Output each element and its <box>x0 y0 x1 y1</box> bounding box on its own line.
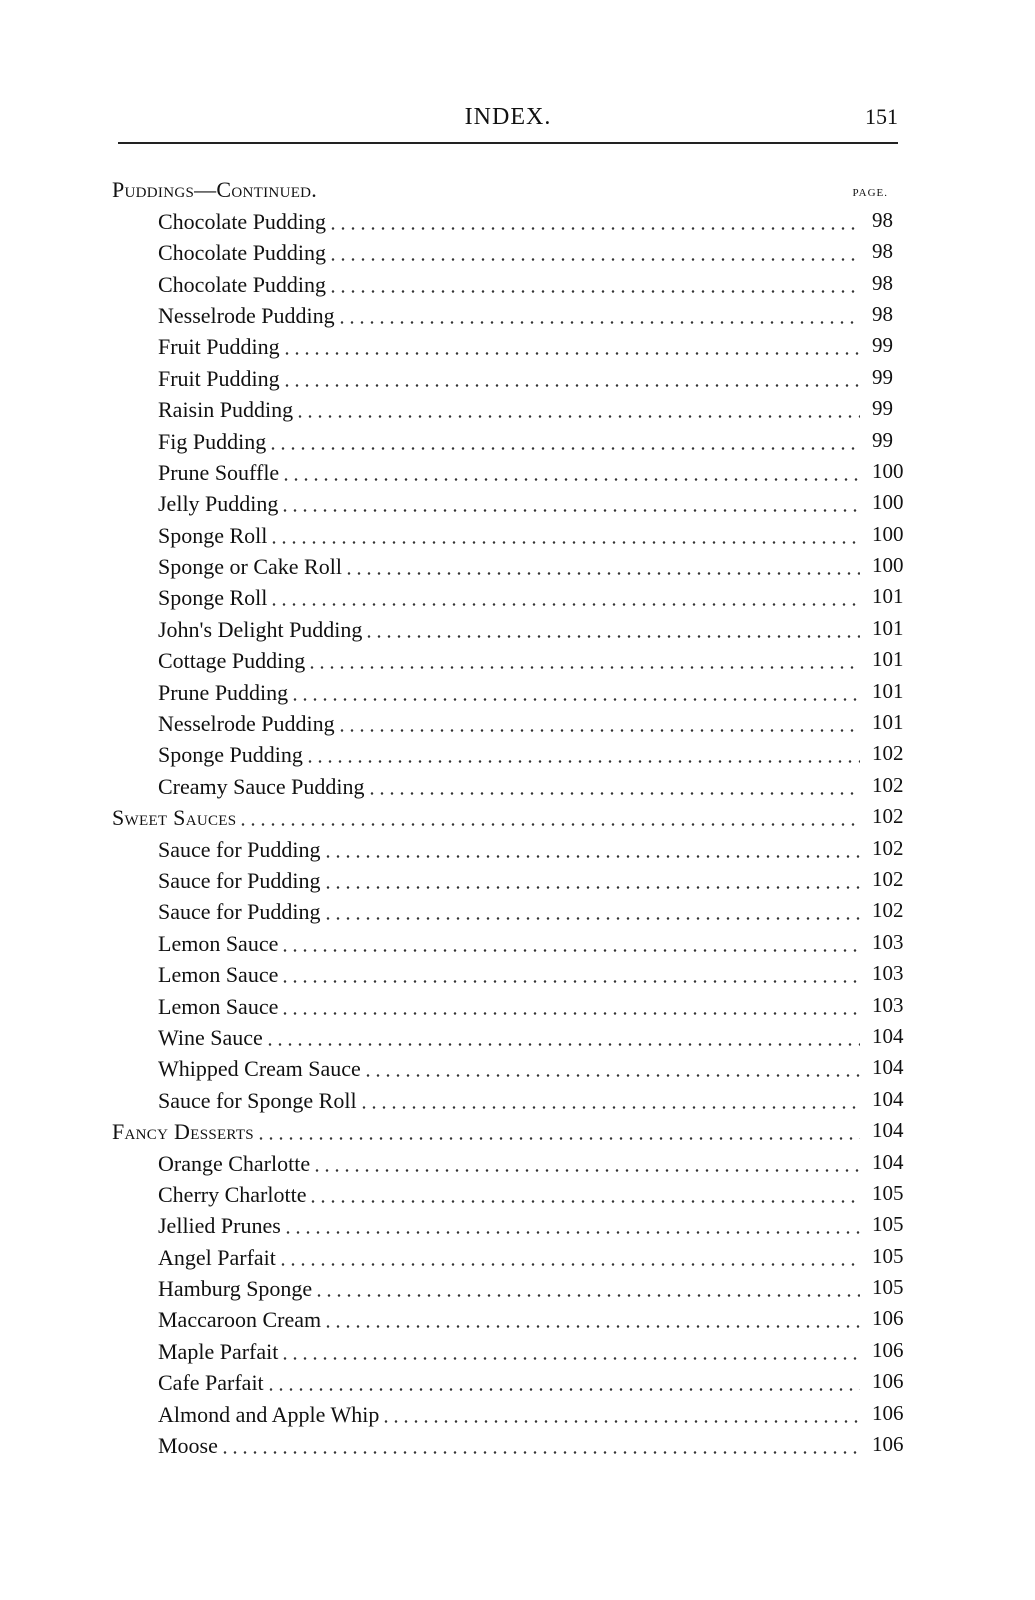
entry-page-number: 104 <box>872 1086 904 1111</box>
index-entry <box>112 831 912 862</box>
entry-title: Sponge or Cake Roll <box>158 554 342 580</box>
entry-page-number: 102 <box>872 741 904 766</box>
index-entry <box>112 1177 912 1208</box>
index-entry <box>112 894 912 925</box>
entry-page-number: 102 <box>872 898 904 923</box>
entry-title: Maccaroon Cream <box>158 1307 322 1333</box>
dot-leader <box>269 541 860 544</box>
dot-leader <box>364 635 860 638</box>
dot-leader <box>363 1074 860 1077</box>
dot-leader <box>314 1294 860 1297</box>
dot-leader <box>323 917 860 920</box>
page-column-label: PAGE. <box>852 187 888 200</box>
section-title: Fancy Desserts <box>112 1119 254 1145</box>
entry-title: Nesselrode Pudding <box>158 302 335 328</box>
index-entry <box>112 486 912 517</box>
entry-page-number: 100 <box>872 521 904 546</box>
index-entry <box>112 1271 912 1302</box>
entry-title: Chocolate Pudding <box>158 271 327 297</box>
index-entry <box>112 988 912 1019</box>
dot-leader <box>269 603 860 606</box>
dot-leader <box>282 384 860 387</box>
entry-page-number: 99 <box>872 396 893 421</box>
entry-page-number: 102 <box>872 866 904 891</box>
dot-leader <box>220 1451 860 1454</box>
section-title: Puddings—Continued. <box>112 177 318 203</box>
entry-page-number: 103 <box>872 929 904 954</box>
entry-title: Creamy Sauce Pudding <box>158 773 365 799</box>
entry-title: Nesselrode Pudding <box>158 711 335 737</box>
entry-title: Moose <box>158 1433 218 1459</box>
entry-page-number: 98 <box>872 239 893 264</box>
index-list <box>112 172 912 1459</box>
entry-page-number: 99 <box>872 333 893 358</box>
entry-page-number: 106 <box>872 1432 904 1457</box>
entry-page-number: 106 <box>872 1306 904 1331</box>
entry-page-number: 101 <box>872 647 904 672</box>
entry-title: Sponge Pudding <box>158 742 303 768</box>
entry-title: Jelly Pudding <box>158 491 279 517</box>
dot-leader <box>344 572 860 575</box>
index-entry <box>112 706 912 737</box>
entry-title: Fruit Pudding <box>158 334 280 360</box>
entry-page-number: 104 <box>872 1118 904 1143</box>
entry-title: Sauce for Sponge Roll <box>158 1087 357 1113</box>
index-entry <box>112 674 912 705</box>
dot-leader <box>323 1325 860 1328</box>
index-entry <box>112 925 912 956</box>
entry-page-number: 100 <box>872 553 904 578</box>
dot-leader <box>278 1263 860 1266</box>
entry-title: Sponge Roll <box>158 585 268 611</box>
dot-leader <box>281 478 860 481</box>
entry-title: Chocolate Pudding <box>158 240 327 266</box>
entry-title: Sauce for Pudding <box>158 867 321 893</box>
dot-leader <box>268 447 860 450</box>
entry-page-number: 99 <box>872 364 893 389</box>
dot-leader <box>337 321 860 324</box>
entry-title: Wine Sauce <box>158 1024 263 1050</box>
entry-page-number: 106 <box>872 1337 904 1362</box>
index-entry <box>112 392 912 423</box>
index-entry <box>112 329 912 360</box>
entry-title: Sauce for Pudding <box>158 899 321 925</box>
entry-page-number: 102 <box>872 772 904 797</box>
index-entry <box>112 517 912 548</box>
index-entry <box>112 1082 912 1113</box>
index-entry <box>112 611 912 642</box>
section-title: Sweet Sauces <box>112 805 237 831</box>
dot-leader <box>266 1388 860 1391</box>
entry-page-number: 106 <box>872 1369 904 1394</box>
entry-page-number: 101 <box>872 615 904 640</box>
entry-title: Hamburg Sponge <box>158 1276 313 1302</box>
dot-leader <box>307 666 860 669</box>
index-entry <box>112 737 912 768</box>
index-entry <box>112 298 912 329</box>
entry-page-number: 105 <box>872 1212 904 1237</box>
dot-leader <box>312 1169 860 1172</box>
entry-title: John's Delight Pudding <box>158 616 363 642</box>
entry-title: Cottage Pudding <box>158 648 306 674</box>
dot-leader <box>367 792 860 795</box>
dot-leader <box>280 509 860 512</box>
entry-title: Lemon Sauce <box>158 993 279 1019</box>
dot-leader <box>381 1420 860 1423</box>
dot-leader <box>337 729 860 732</box>
index-entry <box>112 360 912 391</box>
page-number: 151 <box>865 104 898 129</box>
dot-leader <box>280 1012 860 1015</box>
entry-page-number: 101 <box>872 710 904 735</box>
index-entry <box>112 1333 912 1364</box>
dot-leader <box>290 698 860 701</box>
index-entry <box>112 768 912 799</box>
entry-page-number: 104 <box>872 1023 904 1048</box>
index-entry <box>112 643 912 674</box>
dot-leader <box>280 980 860 983</box>
entry-title: Whipped Cream Sauce <box>158 1056 361 1082</box>
entry-title: Sauce for Pudding <box>158 836 321 862</box>
entry-page-number: 105 <box>872 1275 904 1300</box>
index-entry <box>112 1428 912 1459</box>
entry-title: Sponge Roll <box>158 522 268 548</box>
index-section-heading <box>112 800 912 831</box>
dot-leader <box>282 352 860 355</box>
entry-page-number: 103 <box>872 992 904 1017</box>
entry-page-number: 102 <box>872 835 904 860</box>
index-entry <box>112 455 912 486</box>
entry-title: Almond and Apple Whip <box>158 1401 380 1427</box>
dot-leader <box>328 290 860 293</box>
entry-page-number: 98 <box>872 301 893 326</box>
index-entry <box>112 549 912 580</box>
entry-page-number: 101 <box>872 584 904 609</box>
index-entry <box>112 266 912 297</box>
index-entry <box>112 235 912 266</box>
index-section-heading <box>112 1114 912 1145</box>
dot-leader <box>295 415 860 418</box>
entry-title: Jellied Prunes <box>158 1213 281 1239</box>
dot-leader <box>323 855 860 858</box>
dot-leader <box>265 1043 860 1046</box>
dot-leader <box>359 1106 860 1109</box>
dot-leader <box>283 1231 860 1234</box>
dot-leader <box>238 823 860 826</box>
entry-title: Cafe Parfait <box>158 1370 264 1396</box>
index-entry <box>112 203 912 234</box>
dot-leader <box>308 1200 860 1203</box>
page-title: INDEX. <box>464 104 552 130</box>
entry-title: Lemon Sauce <box>158 930 279 956</box>
dot-leader <box>280 949 860 952</box>
entry-page-number: 105 <box>872 1243 904 1268</box>
entry-page-number: 100 <box>872 458 904 483</box>
entry-title: Fruit Pudding <box>158 365 280 391</box>
entry-page-number: 100 <box>872 490 904 515</box>
dot-leader <box>256 1137 860 1140</box>
dot-leader <box>305 760 860 763</box>
entry-title: Prune Souffle <box>158 459 280 485</box>
entry-title: Lemon Sauce <box>158 962 279 988</box>
index-section-heading <box>112 172 912 203</box>
index-entry <box>112 1239 912 1270</box>
index-entry <box>112 1365 912 1396</box>
entry-page-number: 105 <box>872 1180 904 1205</box>
entry-page-number: 98 <box>872 270 893 295</box>
entry-title: Cherry Charlotte <box>158 1181 307 1207</box>
dot-leader <box>280 1357 860 1360</box>
entry-title: Orange Charlotte <box>158 1150 311 1176</box>
index-entry <box>112 957 912 988</box>
index-entry <box>112 1020 912 1051</box>
entry-title: Prune Pudding <box>158 679 289 705</box>
entry-title: Fig Pudding <box>158 428 267 454</box>
entry-page-number: 106 <box>872 1400 904 1425</box>
index-entry <box>112 580 912 611</box>
dot-leader <box>323 886 860 889</box>
index-entry <box>112 1396 912 1427</box>
entry-page-number: 103 <box>872 961 904 986</box>
entry-page-number: 104 <box>872 1055 904 1080</box>
index-entry <box>112 423 912 454</box>
header-rule <box>118 142 898 144</box>
entry-title: Raisin Pudding <box>158 397 294 423</box>
entry-page-number: 101 <box>872 678 904 703</box>
dot-leader <box>328 227 860 230</box>
entry-title: Chocolate Pudding <box>158 208 327 234</box>
entry-page-number: 98 <box>872 207 893 232</box>
entry-page-number: 99 <box>872 427 893 452</box>
index-entry <box>112 1302 912 1333</box>
entry-page-number: 104 <box>872 1149 904 1174</box>
index-entry <box>112 1051 912 1082</box>
entry-title: Maple Parfait <box>158 1338 279 1364</box>
index-entry <box>112 863 912 894</box>
entry-page-number: 102 <box>872 804 904 829</box>
entry-title: Angel Parfait <box>158 1244 276 1270</box>
dot-leader <box>328 258 860 261</box>
index-entry <box>112 1145 912 1176</box>
running-head <box>118 100 898 140</box>
index-entry <box>112 1208 912 1239</box>
